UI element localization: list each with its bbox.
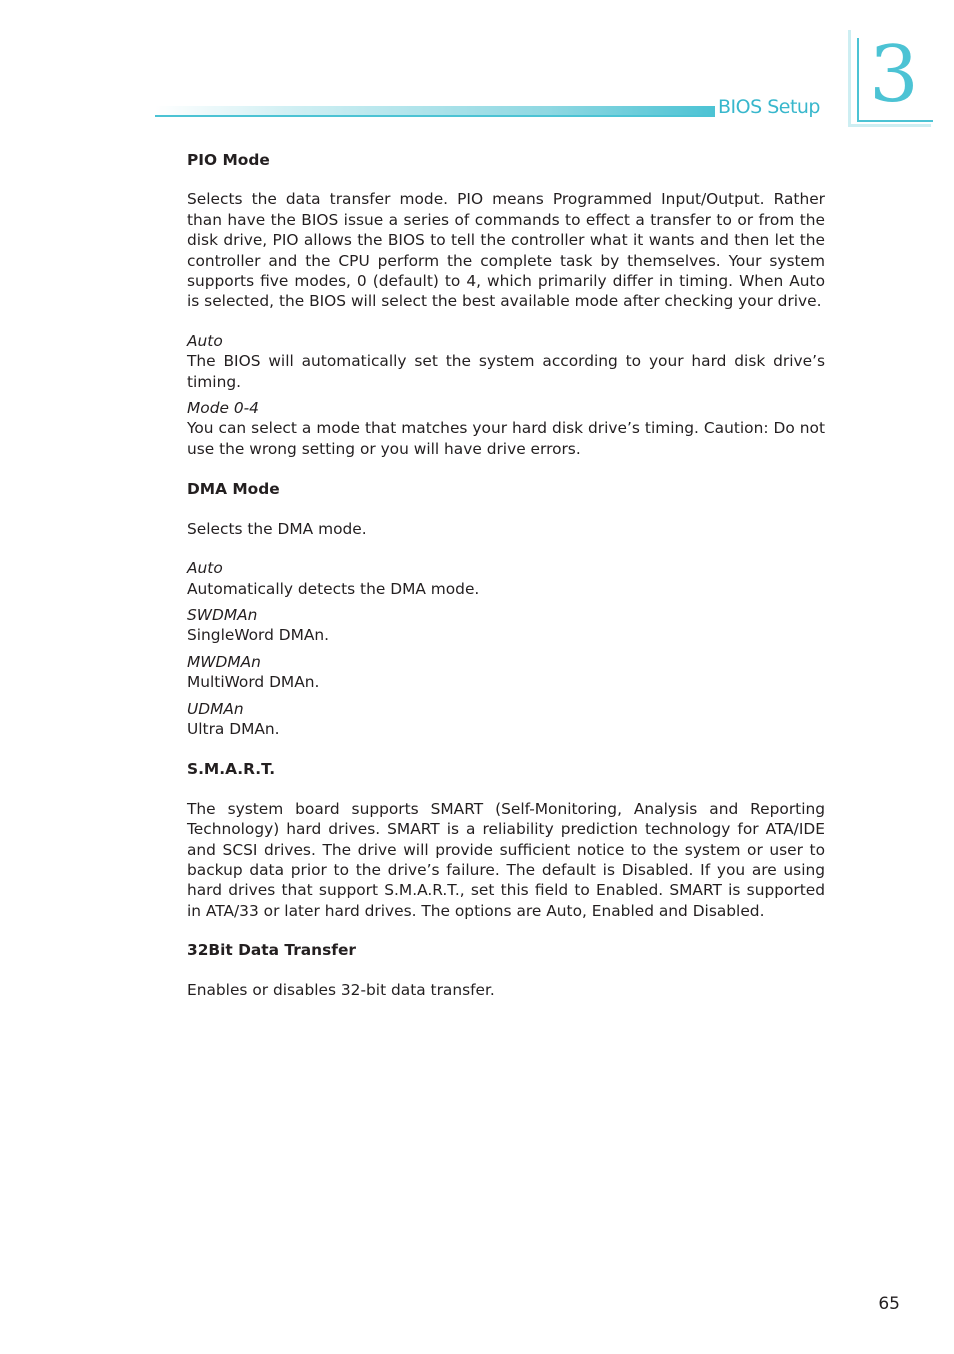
header-gradient-bar xyxy=(155,106,715,117)
option-description: Ultra DMAn. xyxy=(187,719,280,738)
option-name: SWDMAn xyxy=(187,605,258,624)
option-name: Auto xyxy=(187,331,223,350)
paragraph-pio-mode: Selects the data transfer mode. PIO means Programmed Input/Output. Rather than have the BIOS issue a series of commands to effect a transfer to or from the disk drive, PIO allows the BIOS to tell the controller what it wants and then let the controller and the CPU perform the complete task by themselves. Your system supports five modes, 0 (default) to 4, which primarily differ in timing. When Auto is selected, the BIOS will select the best available mode after checking your drive. xyxy=(187,190,825,311)
page-number: 65 xyxy=(878,1294,900,1314)
section-title: BIOS Setup xyxy=(718,96,820,118)
option-description: The BIOS will automatically set the system according to your hard disk drive’s timing. xyxy=(187,352,825,391)
option-name: UDMAn xyxy=(187,699,244,718)
chapter-number: 3 xyxy=(869,30,919,120)
heading-dma-mode: DMA Mode xyxy=(187,480,280,499)
option-name: MWDMAn xyxy=(187,652,261,671)
paragraph-32bit-data-transfer: Enables or disables 32-bit data transfer. xyxy=(187,980,495,999)
options-dma-mode xyxy=(187,558,825,739)
paragraph-dma-mode: Selects the DMA mode. xyxy=(187,519,367,538)
page-content xyxy=(187,150,825,1019)
option-name: Auto xyxy=(187,559,223,578)
paragraph-smart: The system board supports SMART (Self-Monitoring, Analysis and Reporting Technology) hard drives. SMART is a reliability prediction technology for ATA/IDE and SCSI drives. The drive will provide sufficient notice to the system or user to backup data prior to the drive’s failure. The default is Disabled. If you are using hard drives that support S.M.A.R.T., set this field to Enabled. SMART is supported in ATA/33 or later hard drives. The options are Auto, Enabled and Disabled. xyxy=(187,799,825,920)
heading-32bit-data-transfer: 32Bit Data Transfer xyxy=(187,941,357,960)
option-name: Mode 0-4 xyxy=(187,399,259,418)
option-description: You can select a mode that matches your hard disk drive’s timing. Caution: Do not use the wrong setting or you will have drive errors. xyxy=(187,419,825,458)
option-description: MultiWord DMAn. xyxy=(187,673,320,692)
heading-smart: S.M.A.R.T. xyxy=(187,760,276,779)
heading-pio-mode: PIO Mode xyxy=(187,151,270,169)
option-description: Automatically detects the DMA mode. xyxy=(187,579,480,598)
options-pio-mode xyxy=(187,331,825,459)
option-description: SingleWord DMAn. xyxy=(187,626,330,645)
